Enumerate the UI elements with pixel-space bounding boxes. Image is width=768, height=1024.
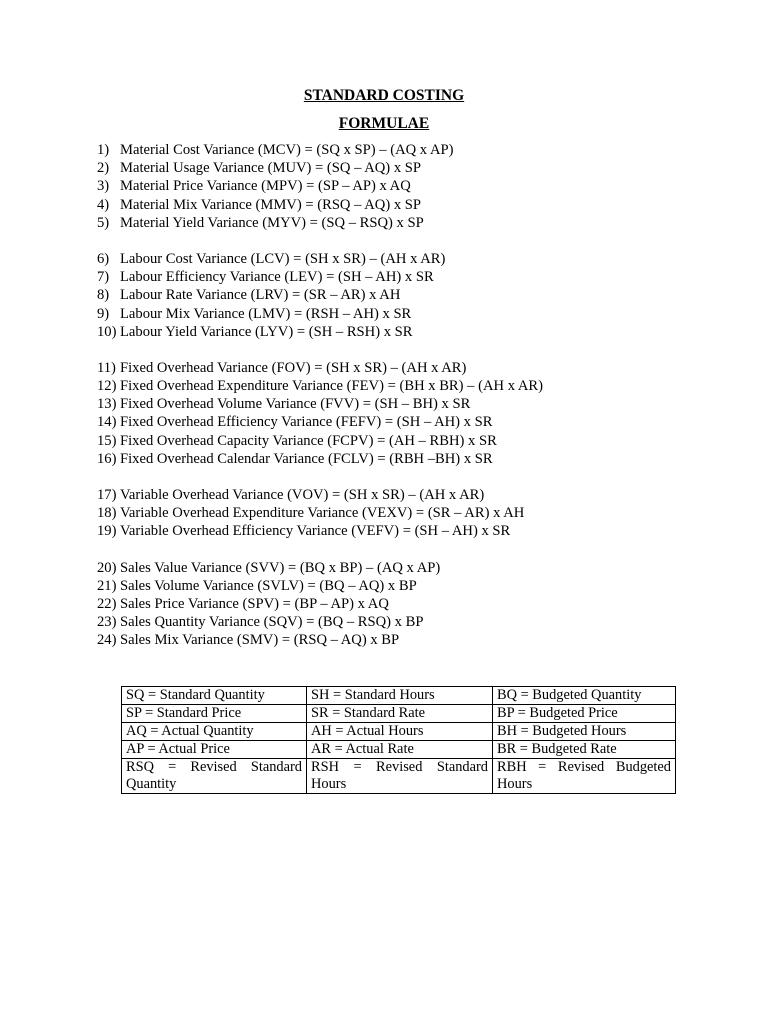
formula-group-labour — [97, 250, 717, 341]
formula-number: 13) — [97, 396, 117, 413]
formula-text: Material Usage Variance (MUV) = (SQ – AQ) x SP — [120, 160, 421, 177]
formula-item — [97, 250, 717, 268]
table-cell: RSQ = Revised Standard Quantity — [122, 759, 307, 794]
table-cell: AP = Actual Price — [122, 741, 307, 759]
formula-item — [97, 504, 717, 522]
formula-text: Fixed Overhead Expenditure Variance (FEV) = (BH x BR) – (AH x AR) — [120, 378, 543, 395]
table-row — [122, 759, 676, 794]
formula-text: Sales Value Variance (SVV) = (BQ x BP) – (AQ x AP) — [120, 559, 441, 576]
formula-item — [97, 177, 717, 195]
formula-group-fixed-overhead — [97, 359, 717, 468]
formula-text: Material Yield Variance (MYV) = (SQ – RSQ) x SP — [120, 214, 424, 231]
formula-number: 2) — [97, 160, 110, 177]
formula-number: 9) — [97, 305, 110, 322]
formula-group-variable-overhead — [97, 486, 717, 541]
formula-item — [97, 377, 717, 395]
formula-item — [97, 559, 717, 577]
formula-number: 20) — [97, 559, 117, 576]
formula-text: Sales Price Variance (SPV) = (BP – AP) x AQ — [120, 595, 389, 612]
formula-item — [97, 577, 717, 595]
formula-item — [97, 432, 717, 450]
table-cell: BQ = Budgeted Quantity — [493, 687, 676, 705]
table-row — [122, 723, 676, 741]
formula-text: Labour Cost Variance (LCV) = (SH x SR) – (AH x AR) — [120, 250, 446, 267]
formula-item — [97, 286, 717, 304]
formula-text: Fixed Overhead Variance (FOV) = (SH x SR) – (AH x AR) — [120, 359, 467, 376]
formula-item — [97, 486, 717, 504]
table-cell: AQ = Actual Quantity — [122, 723, 307, 741]
table-cell: SP = Standard Price — [122, 705, 307, 723]
formula-number: 8) — [97, 287, 110, 304]
formula-number: 3) — [97, 178, 110, 195]
table-cell: BH = Budgeted Hours — [493, 723, 676, 741]
formula-text: Material Price Variance (MPV) = (SP – AP) x AQ — [120, 178, 411, 195]
formula-item — [97, 305, 717, 323]
formula-number: 1) — [97, 142, 110, 158]
formula-item — [97, 359, 717, 377]
formula-item — [97, 141, 717, 159]
table-cell: SQ = Standard Quantity — [122, 687, 307, 705]
formula-text: Labour Yield Variance (LYV) = (SH – RSH) x SR — [120, 323, 413, 340]
formula-number: 23) — [97, 614, 117, 631]
table-cell: AR = Actual Rate — [307, 741, 493, 759]
formula-number: 11) — [97, 359, 116, 376]
formula-number: 16) — [97, 450, 117, 467]
table-row — [122, 741, 676, 759]
formula-item — [97, 196, 717, 214]
table-cell: RBH = Revised Budgeted Hours — [493, 759, 676, 794]
table-cell: BP = Budgeted Price — [493, 705, 676, 723]
formula-text: Fixed Overhead Capacity Variance (FCPV) = (AH – RBH) x SR — [120, 432, 497, 449]
document-title: STANDARD COSTING — [303, 87, 465, 104]
document-subtitle: FORMULAE — [338, 115, 430, 132]
formula-item — [97, 450, 717, 468]
table-cell: AH = Actual Hours — [307, 723, 493, 741]
formula-text: Labour Rate Variance (LRV) = (SR – AR) x AH — [120, 287, 401, 304]
formula-number: 5) — [97, 214, 110, 231]
table-cell: RSH = Revised Standard Hours — [307, 759, 493, 794]
formula-text: Labour Efficiency Variance (LEV) = (SH – AH) x SR — [120, 269, 434, 286]
formula-text: Variable Overhead Variance (VOV) = (SH x SR) – (AH x AR) — [120, 487, 485, 503]
formula-item — [97, 522, 717, 540]
formula-item — [97, 323, 717, 341]
formula-number: 18) — [97, 505, 117, 522]
formula-item — [97, 613, 717, 631]
table-cell: SH = Standard Hours — [307, 687, 493, 705]
formula-number: 7) — [97, 269, 110, 286]
formula-number: 10) — [97, 323, 117, 340]
formula-group-material — [97, 141, 717, 232]
formula-text: Fixed Overhead Volume Variance (FVV) = (SH – BH) x SR — [120, 396, 471, 413]
formula-number: 14) — [97, 414, 117, 431]
formula-text: Sales Volume Variance (SVLV) = (BQ – AQ) x BP — [120, 577, 417, 594]
formula-number: 17) — [97, 487, 117, 503]
formula-text: Material Mix Variance (MMV) = (RSQ – AQ) x SP — [120, 196, 422, 213]
formula-number: 12) — [97, 378, 117, 395]
formula-number: 6) — [97, 250, 110, 267]
formula-number: 24) — [97, 632, 117, 649]
formula-number: 22) — [97, 595, 117, 612]
formula-list — [97, 141, 717, 668]
formula-group-sales — [97, 559, 717, 650]
table-row — [122, 705, 676, 723]
formula-item — [97, 413, 717, 431]
abbreviation-table — [121, 686, 676, 794]
formula-item — [97, 631, 717, 649]
formula-text: Sales Mix Variance (SMV) = (RSQ – AQ) x BP — [120, 632, 400, 649]
formula-text: Variable Overhead Efficiency Variance (VEFV) = (SH – AH) x SR — [120, 523, 511, 540]
formula-item — [97, 395, 717, 413]
formula-item — [97, 214, 717, 232]
formula-number: 4) — [97, 196, 110, 213]
formula-text: Labour Mix Variance (LMV) = (RSH – AH) x SR — [120, 305, 412, 322]
formula-item — [97, 595, 717, 613]
formula-text: Variable Overhead Expenditure Variance (VEXV) = (SR – AR) x AH — [120, 505, 525, 522]
formula-number: 19) — [97, 523, 117, 540]
formula-text: Fixed Overhead Calendar Variance (FCLV) = (RBH –BH) x SR — [120, 450, 493, 467]
formula-text: Fixed Overhead Efficiency Variance (FEFV) = (SH – AH) x SR — [120, 414, 493, 431]
formula-number: 15) — [97, 432, 117, 449]
formula-text: Sales Quantity Variance (SQV) = (BQ – RSQ) x BP — [120, 614, 424, 631]
formula-item — [97, 268, 717, 286]
table-row — [122, 687, 676, 705]
table-cell: SR = Standard Rate — [307, 705, 493, 723]
formula-number: 21) — [97, 577, 117, 594]
formula-text: Material Cost Variance (MCV) = (SQ x SP) – (AQ x AP) — [120, 142, 454, 158]
table-cell: BR = Budgeted Rate — [493, 741, 676, 759]
formula-item — [97, 159, 717, 177]
